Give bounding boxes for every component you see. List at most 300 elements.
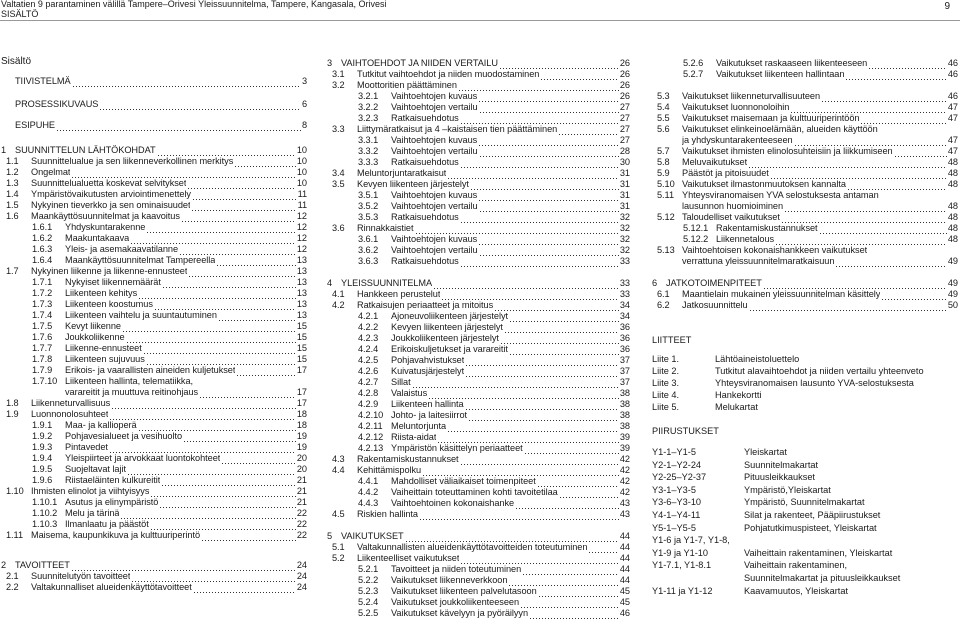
toc-entry[interactable] [1,365,307,376]
toc-entry-number: 1.7.4 [32,310,53,320]
toc-entry-title: Riskien hallinta [357,509,418,519]
dot-leader [881,291,947,300]
toc-entry-page: 48 [947,212,958,222]
toc-entry[interactable] [652,245,958,256]
toc-entry-title: TAVOITTEET [15,560,70,570]
toc-entry-number: 1.9.2 [32,431,53,441]
toc-entry[interactable] [327,300,630,311]
attachment-title[interactable]: Ympäristö,Yleiskartat [744,484,831,495]
toc-entry[interactable] [1,277,307,288]
attachment-code: Liite 1. [652,354,680,364]
dot-leader [499,60,619,69]
toc-entry[interactable] [652,58,958,69]
toc-entry-number: 5.2.3 [358,586,379,596]
toc-entry-page: 21 [296,475,307,485]
toc-entry[interactable] [327,542,630,553]
toc-entry-number: 4.2 [332,300,345,310]
toc-entry-title: Yhdyskuntarakenne [65,222,146,232]
toc-entry-title: Tutkitut vaihtoehdot ja niiden muodostaminen [357,69,540,79]
toc-entry-page: 36 [619,333,630,343]
toc-entry[interactable] [1,310,307,321]
toc-entry-title: Suunnitelutyön tavoitteet [31,571,131,581]
toc-entry[interactable] [327,58,630,69]
toc-entry[interactable] [327,168,630,179]
toc-entry[interactable] [652,223,958,234]
toc-entry-number: 1.7.3 [32,299,53,309]
toc-entry-title: Vaihtoehtojen kuvaus [391,91,478,101]
contents-title: Sisältö [1,56,32,67]
dot-leader [447,423,619,432]
toc-entry-number: 1.6 [6,211,19,221]
toc-entry-title: Melu ja tärinä [65,508,120,518]
toc-entry-page: 26 [619,69,630,79]
toc-entry[interactable] [327,498,630,509]
toc-entry[interactable] [327,531,630,542]
dot-leader [845,71,946,80]
toc-entry[interactable] [327,113,630,124]
toc-entry[interactable] [1,299,307,310]
toc-entry-title: Vaihtoehtoinen kokonaishanke [391,498,515,508]
dot-leader [529,610,619,619]
toc-entry[interactable] [652,157,958,168]
toc-entry-title: Vaikutukset kävelyyn ja pyöräilyyn [391,608,529,618]
toc-entry[interactable] [327,366,630,377]
toc-entry-number: 3.3 [332,124,345,134]
toc-entry[interactable] [327,256,630,267]
toc-entry-page: 44 [619,542,630,552]
toc-entry[interactable] [327,443,630,454]
toc-entry[interactable] [652,201,958,212]
dot-leader [894,148,947,157]
toc-entry[interactable] [327,223,630,234]
toc-entry[interactable] [327,454,630,465]
toc-entry-title: Erikoiskuljetukset ja varareitit [391,344,508,354]
toc-entry[interactable] [1,398,307,409]
toc-entry-number: 3.2.1 [358,91,379,101]
toc-entry[interactable] [652,113,958,124]
toc-entry-page: 17 [296,365,307,375]
dot-leader [138,422,296,431]
attachment-code: Y2-25–Y2-37 [652,472,707,483]
toc-entry[interactable] [1,244,307,255]
toc-entry-title: Meluntorjuntaratkaisut [357,168,447,178]
toc-entry-page: 31 [619,201,630,211]
toc-entry-title: Maa- ja kallioperä [65,420,137,430]
toc-entry[interactable] [1,178,307,189]
toc-entry-number: 1.9.4 [32,453,53,463]
dot-leader [520,599,619,608]
dot-leader [515,500,619,509]
toc-entry-number: 6.2 [657,300,670,310]
toc-entry-title: Riistaeläinten kulkureitit [65,475,161,485]
toc-entry[interactable] [1,376,307,387]
toc-entry-title: Vaikutukset liikenteen hallintaan [716,69,845,79]
attachment-title[interactable]: Melukartat [715,402,758,412]
toc-entry[interactable] [327,509,630,520]
toc-entry-title: Ratkaisujen periaatteet ja mitoitus [357,300,494,310]
toc-entry-title: SUUNNITTELUN LÄHTÖKOHDAT [15,145,156,155]
toc-entry-page: 48 [947,201,958,211]
toc-entry[interactable] [1,222,307,233]
toc-entry-title: Vaiheittain toteuttaminen kohti tavoitetilaa [391,487,558,497]
toc-entry-page: 24 [296,571,307,581]
dot-leader [150,488,295,497]
attachment-title[interactable]: Suunnitelmakartat ja pituusleikkaukset [744,573,901,583]
attachment-title[interactable]: Pituusleikkaukset [744,472,815,483]
toc-entry-page: 49 [947,278,958,288]
toc-entry[interactable] [1,453,307,464]
toc-entry-title: Maisema, kaupunkikuva ja kulttuuriperintö [31,530,201,540]
toc-entry[interactable] [1,475,307,486]
dot-leader [181,213,296,222]
toc-entry-page: 8 [301,120,307,130]
dot-leader [819,225,947,234]
toc-entry-page: 44 [619,531,630,541]
dot-leader [558,126,619,135]
dot-leader [441,291,619,300]
toc-entry[interactable] [652,102,958,113]
toc-entry[interactable] [327,432,630,443]
attachment-title[interactable]: Pohjatutkimuspisteet, Yleiskartat [744,522,877,533]
toc-entry-page: 49 [947,289,958,299]
dot-leader [460,214,619,223]
toc-entry-number: 1.10.3 [32,519,58,529]
toc-entry[interactable] [327,322,630,333]
toc-entry[interactable] [1,167,307,178]
toc-entry-title: Taloudelliset vaikutukset [682,212,780,222]
toc-entry-page: 45 [619,597,630,607]
dot-leader [179,246,296,255]
toc-entry[interactable] [327,377,630,388]
attachment-title[interactable]: Tutkitut alavaihtoehdot ja niiden vertailu yhteenveto [715,366,924,376]
toc-entry[interactable] [1,288,307,299]
attachment-code: Y3-1–Y3-5 [652,484,696,495]
toc-entry-title: Liikenne-ennusteet [65,343,142,353]
toc-entry-title: Vaihtoehtojen vertailu [391,146,478,156]
toc-entry-title: Liikenteen koostumus [65,299,153,309]
toc-entry[interactable] [652,234,958,245]
toc-entry-number: 1.9.1 [32,420,53,430]
toc-entry[interactable] [652,300,958,311]
toc-entry[interactable] [327,388,630,399]
toc-entry[interactable] [1,530,307,541]
dot-leader [419,511,619,520]
toc-entry-title: Valaistus [391,388,428,398]
toc-entry[interactable] [327,410,630,421]
toc-entry[interactable] [652,146,958,157]
toc-entry[interactable] [327,190,630,201]
dot-leader [465,401,619,410]
toc-entry-title: Joukkoliikenteen järjestelyt [391,333,499,343]
toc-entry-number: 3.3.1 [358,135,379,145]
dot-leader [130,235,296,244]
toc-entry-page: 13 [296,288,307,298]
toc-entry-title: Tavoitteet ja niiden toteutuminen [391,564,522,574]
toc-entry-title: Vaihtoehtojen kuvaus [391,190,478,200]
toc-entry[interactable] [327,146,630,157]
toc-entry[interactable] [652,135,958,146]
dot-leader [428,390,619,399]
toc-entry-title: Valtakunnallisten alueidenkäyttötavoitteiden toteutuminen [357,542,588,552]
toc-entry-title: Vaihtoehtojen vertailu [391,201,478,211]
toc-entry-page: 3 [301,76,307,86]
toc-entry-page: 47 [947,102,958,112]
toc-entry[interactable] [1,560,307,571]
attachment-title[interactable]: Yhteysviranomaisen lausunto YVA-selostuksesta [715,378,914,388]
toc-entry-page: 46 [947,58,958,68]
dot-leader [71,562,296,571]
toc-entry[interactable] [1,420,307,431]
toc-entry[interactable] [327,355,630,366]
toc-entry[interactable] [652,179,958,190]
attachment-title[interactable]: Lähtöaineistoluettelo [715,354,800,364]
toc-entry-title: Nykyinen liikenne ja liikenne-ennusteet [31,266,188,276]
toc-entry-title: Ongelmat [31,167,71,177]
toc-entry[interactable] [652,124,958,135]
toc-entry[interactable] [1,145,307,156]
toc-entry-title: Ratkaisuehdotus [391,113,459,123]
attachment-title[interactable]: Yleiskartat [744,447,787,457]
toc-entry-page: 11 [297,189,307,199]
attachment-title[interactable]: Silat ja rakenteet, Pääpiirustukset [744,510,881,520]
toc-entry[interactable] [652,69,958,80]
toc-entry[interactable] [327,465,630,476]
toc-entry[interactable] [1,99,307,110]
toc-entry-number: 1.7.7 [32,343,53,353]
attachment-code: Liite 2. [652,366,680,376]
dot-leader [159,499,296,508]
toc-entry[interactable] [1,486,307,497]
toc-entry[interactable] [1,442,307,453]
toc-entry[interactable] [327,124,630,135]
dot-leader [460,555,619,564]
toc-entry-page: 13 [296,266,307,276]
toc-entry[interactable] [327,80,630,91]
toc-entry-number: 1.6.3 [32,244,53,254]
toc-entry[interactable] [1,332,307,343]
toc-entry-page: 44 [619,553,630,563]
toc-entry-title: Pohjavahvistukset [391,355,465,365]
toc-entry[interactable] [1,120,307,131]
toc-entry-title: Mahdolliset väliaikaiset toimenpiteet [391,476,536,486]
toc-entry[interactable] [652,190,958,201]
dot-leader [522,566,619,575]
toc-entry[interactable] [1,233,307,244]
toc-entry-page: 19 [296,442,307,452]
attachment-title[interactable]: Hankekortti [715,390,762,400]
toc-entry-title: Ihmisten elinolot ja viihtyisyys [31,486,150,496]
toc-entry-title: Päästöt ja pitoisuudet [682,168,769,178]
toc-entry[interactable] [327,421,630,432]
toc-entry-number: 5.12 [657,212,675,222]
toc-entry-number: 5.1 [332,542,345,552]
toc-entry[interactable] [652,256,958,267]
toc-entry[interactable] [327,212,630,223]
attachment-title[interactable]: Vaiheittain rakentaminen, [744,560,847,571]
toc-entry-title: Suunnittelualue ja sen liikenneverkollinen merkitys [31,156,234,166]
toc-entry[interactable] [1,156,307,167]
toc-entry[interactable] [327,91,630,102]
toc-entry[interactable] [327,311,630,322]
toc-entry[interactable] [327,597,630,608]
toc-entry[interactable] [1,508,307,519]
toc-entry-page: 22 [296,519,307,529]
toc-entry[interactable] [1,255,307,266]
toc-entry-page: 39 [619,432,630,442]
toc-entry[interactable] [1,354,307,365]
toc-entry-number: 1.11 [6,530,23,540]
toc-entry-number: 5.8 [657,157,670,167]
toc-entry-title: Riista-aidat [391,432,437,442]
toc-entry[interactable] [327,476,630,487]
toc-entry[interactable] [327,586,630,597]
toc-entry-page: 47 [947,135,958,145]
toc-entry-number: 5.11 [657,190,674,200]
toc-entry[interactable] [1,431,307,442]
toc-entry-number: 4.4.2 [358,487,379,497]
toc-entry-title: ja yhdyskuntarakenteeseen [682,135,793,145]
toc-entry[interactable] [327,179,630,190]
toc-column-2 [327,0,630,639]
toc-entry[interactable] [1,211,307,222]
toc-entry[interactable] [327,399,630,410]
dot-leader [748,159,947,168]
toc-entry-title: Hankkeen perustelut [357,289,441,299]
toc-entry-number: 1.9 [6,409,19,419]
toc-entry-page: 26 [619,80,630,90]
toc-entry[interactable] [327,201,630,212]
dot-leader [433,280,619,289]
toc-entry[interactable] [652,289,958,300]
toc-entry[interactable] [1,519,307,530]
toc-entry-page: 13 [296,277,307,287]
toc-entry-page: 33 [619,278,630,288]
attachment-title[interactable]: Vaiheittain rakentaminen, Yleiskartat [744,547,893,558]
toc-entry[interactable] [1,189,307,200]
toc-entry-page: 33 [619,256,630,266]
toc-entry[interactable] [327,487,630,498]
toc-entry[interactable] [327,157,630,168]
toc-entry[interactable] [652,278,958,289]
toc-entry-page: 47 [947,113,958,123]
dot-leader [161,477,296,486]
dot-leader [447,170,619,179]
toc-entry[interactable] [327,135,630,146]
toc-entry[interactable] [327,575,630,586]
toc-entry-title: Rinnakkaistiet [357,223,414,233]
toc-entry[interactable] [1,409,307,420]
toc-entry[interactable] [327,102,630,113]
toc-entry[interactable] [327,608,630,619]
dot-leader [500,335,619,344]
toc-entry-title: Ratkaisuehdotus [391,256,459,266]
toc-entry-page: 48 [947,223,958,233]
dot-leader [187,180,296,189]
toc-entry-title: Nykyiset liikennemäärät [65,277,161,287]
toc-entry-page: 33 [619,289,630,299]
toc-entry[interactable] [1,76,307,87]
toc-entry-number: 5.3 [657,91,670,101]
toc-entry-page: 36 [619,344,630,354]
toc-entry-title: Vaihtoehtojen kuvaus [391,135,478,145]
toc-entry-number: 2 [1,560,7,570]
toc-entry-page: 42 [619,465,630,475]
toc-entry[interactable] [652,91,958,102]
attachment-title[interactable]: Suunnitelmakartat [744,459,819,470]
toc-entry-number: 1.8 [6,398,19,408]
toc-entry-page: 32 [619,223,630,233]
toc-entry-page: 21 [296,486,307,496]
attachment-title[interactable]: Kaavamuutos, Yleiskartat [744,585,849,596]
toc-entry[interactable] [327,289,630,300]
toc-entry-page: 38 [619,410,630,420]
toc-entry-page: 37 [619,355,630,365]
toc-entry-title: Valtakunnalliset alueidenkäyttötavoitteet [31,582,192,592]
dot-leader [847,181,947,190]
dot-leader [120,510,295,519]
toc-entry-number: 4.2.9 [358,399,379,409]
toc-entry[interactable] [1,387,307,398]
toc-entry[interactable] [1,321,307,332]
toc-entry[interactable] [327,333,630,344]
dot-leader [154,301,296,310]
toc-entry[interactable] [652,168,958,179]
toc-entry[interactable] [1,200,307,211]
toc-entry-title: Vaikutukset joukkoliikenteeseen [391,597,520,607]
dot-leader [860,115,946,124]
dot-leader [234,158,296,167]
dot-leader [162,279,296,288]
toc-entry[interactable] [327,69,630,80]
toc-entry[interactable] [1,497,307,508]
toc-entry[interactable] [327,245,630,256]
toc-entry-page: 26 [619,91,630,101]
dot-leader [122,323,296,332]
toc-entry[interactable] [1,464,307,475]
toc-entry-title: Pintavedet [65,442,108,452]
toc-entry[interactable] [327,234,630,245]
dot-leader [109,444,296,453]
toc-entry[interactable] [1,343,307,354]
dot-leader [405,533,619,542]
toc-entry-number: 3.5.3 [358,212,379,222]
toc-entry-title: Liittymäratkaisut ja 4 –kaistaisen tien päättäminen [357,124,558,134]
toc-entry-number: 1.3 [6,178,19,188]
toc-entry-title: VAIKUTUKSET [341,531,404,541]
toc-entry[interactable] [327,344,630,355]
toc-entry-title: Liikenteen vaihtelu ja suuntautuminen [65,310,217,320]
attachment-title[interactable]: Ympäristö, Suunnitelmakartat [744,497,865,508]
toc-entry-title: varareitit ja muuttuva reitinohjaus [65,387,199,397]
toc-entry-page: 39 [619,443,630,453]
toc-entry[interactable] [1,571,307,582]
dot-leader [794,137,947,146]
toc-entry-number: 1.6.2 [32,233,53,243]
dot-leader [192,191,297,200]
toc-entry[interactable] [652,212,958,223]
toc-entry[interactable] [327,278,630,289]
toc-entry[interactable] [1,582,307,593]
toc-entry-title: Luonnonolosuhteet [31,409,109,419]
page-number: 9 [944,1,950,12]
toc-entry-number: 3.6.3 [358,256,379,266]
toc-entry-number: 3 [327,58,333,68]
toc-entry-page: 12 [296,211,307,221]
toc-entry[interactable] [1,266,307,277]
toc-entry[interactable] [327,564,630,575]
dot-leader [236,367,296,376]
toc-entry[interactable] [327,553,630,564]
